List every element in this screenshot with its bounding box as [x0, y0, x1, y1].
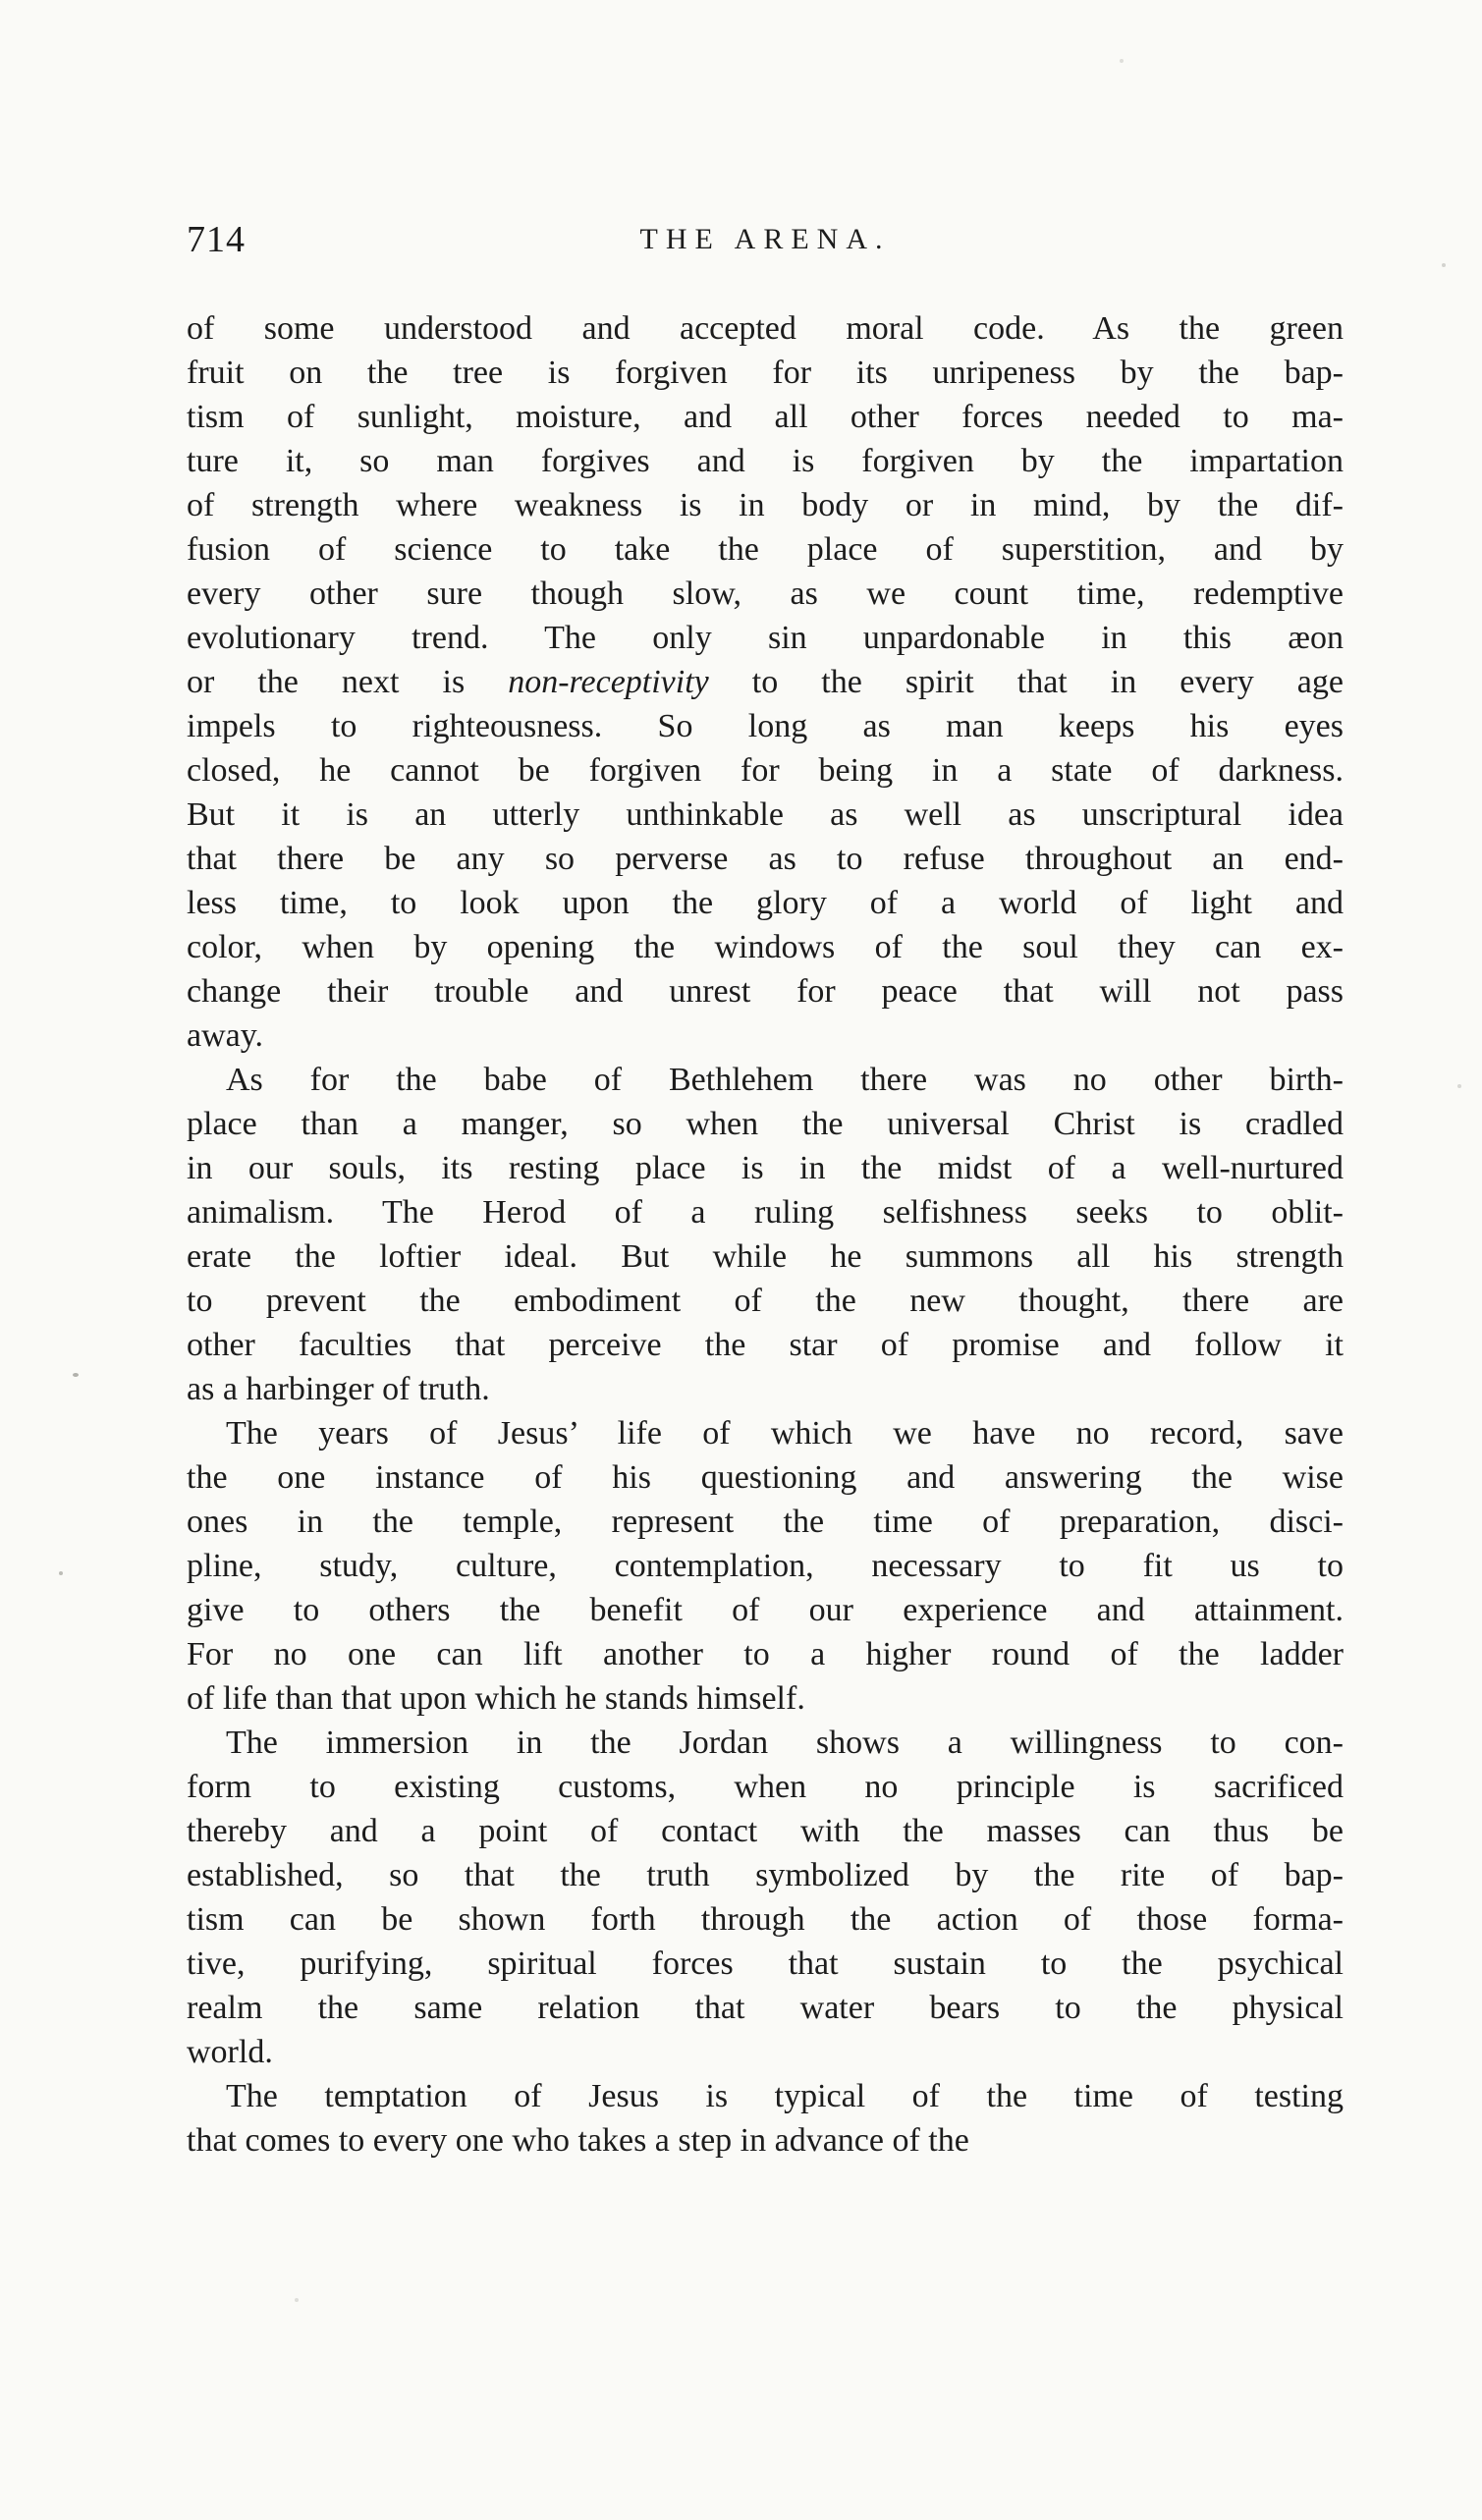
text-line: tive, purifying, spiritual forces that sustain to the psychical: [187, 1945, 1344, 1982]
text-line: as a harbinger of truth.: [187, 1371, 490, 1407]
text-line: that comes to every one who takes a step in advance of the: [187, 2122, 969, 2159]
text-line: that there be any so perverse as to refuse throughout an end-: [187, 841, 1344, 877]
paragraph: [187, 1411, 1344, 1721]
text-line: change their trouble and unrest for peace that will not pass: [187, 973, 1344, 1010]
text-line: every other sure though slow, as we count time, redemptive: [187, 575, 1344, 612]
text-line: pline, study, culture, contemplation, necessary to fit us to: [187, 1548, 1344, 1584]
text-line: less time, to look upon the glory of a world of light and: [187, 885, 1344, 921]
text-line: the one instance of his questioning and answering the wise: [187, 1459, 1344, 1496]
page-number: 714: [187, 219, 246, 260]
text-line: world.: [187, 2034, 273, 2070]
text-line: to prevent the embodiment of the new thought, there are: [187, 1283, 1344, 1319]
text-segment: to the spirit that in every age: [708, 664, 1344, 700]
italic-text: non-receptivity: [508, 664, 709, 700]
scan-speck: [295, 2298, 299, 2302]
text-line: For no one can lift another to a higher round of the ladder: [187, 1636, 1344, 1672]
text-line: place than a manger, so when the universal Christ is cradled: [187, 1106, 1344, 1142]
text-line: But it is an utterly unthinkable as well as unscriptural idea: [187, 796, 1344, 833]
scan-speck: [59, 1571, 63, 1575]
text-line: form to existing customs, when no principle is sacrificed: [187, 1769, 1344, 1805]
paragraph: [187, 2074, 1344, 2163]
text-line: of life than that upon which he stands himself.: [187, 1680, 805, 1717]
text-line: in our souls, its resting place is in the midst of a well-nurtured: [187, 1150, 1344, 1186]
text-line: [187, 660, 1344, 704]
text-line: The temptation of Jesus is typical of the time of testing: [226, 2078, 1344, 2114]
paragraph: [187, 1058, 1344, 1411]
text-line: established, so that the truth symbolized by the rite of bap-: [187, 1857, 1344, 1893]
text-line: closed, he cannot be forgiven for being in a state of darkness.: [187, 752, 1344, 789]
text-line: As for the babe of Bethlehem there was no other birth-: [226, 1062, 1344, 1098]
text-line: away.: [187, 1017, 264, 1054]
text-line: tism can be shown forth through the action of those forma-: [187, 1901, 1344, 1938]
text-line: thereby and a point of contact with the masses can thus be: [187, 1813, 1344, 1849]
text-line: ture it, so man forgives and is forgiven by the impartation: [187, 443, 1344, 479]
text-line: fruit on the tree is forgiven for its unripeness by the bap-: [187, 355, 1344, 391]
text-line: tism of sunlight, moisture, and all other forces needed to ma-: [187, 399, 1344, 435]
paragraph: [187, 1721, 1344, 2074]
text-line: fusion of science to take the place of superstition, and by: [187, 531, 1344, 568]
running-title: THE ARENA.: [639, 223, 891, 255]
text-line: color, when by opening the windows of the soul they can ex-: [187, 929, 1344, 965]
book-page: [187, 218, 1344, 2163]
text-line: erate the loftier ideal. But while he summons all his strength: [187, 1238, 1344, 1275]
paragraph: [187, 306, 1344, 1058]
text-line: The immersion in the Jordan shows a willingness to con-: [226, 1725, 1344, 1761]
scan-speck: [73, 1373, 79, 1377]
text-line: give to others the benefit of our experience and attainment.: [187, 1592, 1344, 1628]
text-line: animalism. The Herod of a ruling selfishness seeks to oblit-: [187, 1194, 1344, 1231]
scan-speck: [1457, 1084, 1461, 1088]
scan-speck: [1442, 263, 1446, 267]
text-line: ones in the temple, represent the time of preparation, disci-: [187, 1504, 1344, 1540]
text-line: The years of Jesus’ life of which we have no record, save: [226, 1415, 1344, 1452]
text-line: evolutionary trend. The only sin unpardonable in this æon: [187, 620, 1344, 656]
text-line: of some understood and accepted moral code. As the green: [187, 310, 1344, 347]
running-header: [187, 218, 1344, 261]
scan-speck: [1120, 59, 1124, 63]
text-line: impels to righteousness. So long as man keeps his eyes: [187, 708, 1344, 744]
text-line: of strength where weakness is in body or in mind, by the dif-: [187, 487, 1344, 523]
text-line: realm the same relation that water bears to the physical: [187, 1990, 1344, 2026]
text-line: other faculties that perceive the star of promise and follow it: [187, 1327, 1344, 1363]
text-segment: or the next is: [187, 664, 509, 700]
text-block: [187, 306, 1344, 2163]
